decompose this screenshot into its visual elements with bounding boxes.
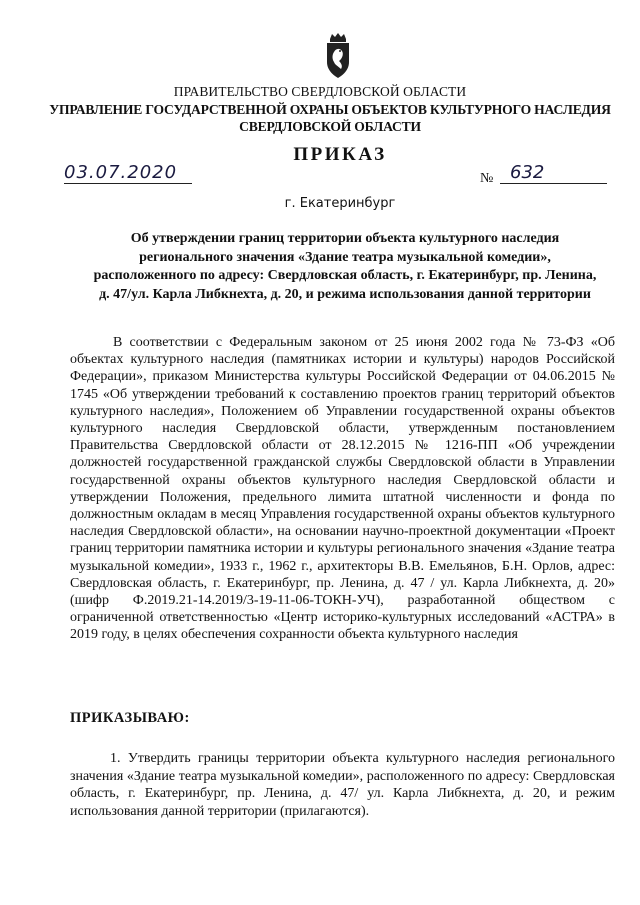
sverdlovsk-coat-of-arms-icon — [321, 32, 355, 80]
agency-name — [40, 101, 620, 135]
document-number: 632 — [500, 163, 607, 184]
city: г. Екатеринбург — [284, 196, 396, 211]
number-sign: № — [480, 171, 494, 186]
preamble-paragraph: В соответствии с Федеральным законом от 25 июня 2002 года № 73-ФЗ «Об объектах культурного наследия (памятниках истории и культуры) народов Российской Федерации», приказом Министерства культуры Российской Федерации от 04.06.2015 № 1745 «Об утверждении требований к составлению проектов границ территорий объектов культурного наследия», Положением об Управлении государственной охраны объектов культурного наследия Свердловской области, утвержденным постановлением Правительства Свердловской области от 28.12.2015 № 1216-ПП «Об учреждении должностей государственной гражданской службы Свердловской области в Управлении государственной охраны объектов культурного наследия Свердловской области и утверждении Положения, предельного лимита штатной численности и фонда по должностным окладам в месяц Управления государственной охраны объектов культурного наследия Свердловской области», на основании научно-проектной документации «Проект границ территории памятника истории и культуры регионального значения «Здание театра музыкальной комедии», 1933 г., 1962 г., архитекторы В.В. Емельянов, Б.Н. Орлов, адрес: Свердловская область, г. Екатеринбург, пр. Ленина, д. 47 / ул. Карла Либкнехта, д. 20» (шифр Ф.2019.21-14.2019/3-19-11-06-ТОКН-УЧ), разработанной обществом с ограниченной ответственностью «Центр историко-культурных исследований «АСТРА» в 2019 году, в целях обеспечения сохранности объекта культурного наследия — [70, 335, 615, 643]
order-item: 1. Утвердить границы территории объекта культурного наследия регионального значения «Здание театра музыкальной комедии», расположенного по адресу: Свердловская область, г. Екатеринбург, пр. Ленина, д. 47/ ул. Карла Либкнехта, д. 20, и режим использования данной территории (прилагаются). — [70, 751, 615, 819]
document-date: 03.07.2020 — [64, 163, 192, 184]
document-type: ПРИКАЗ — [293, 144, 387, 165]
government-name: ПРАВИТЕЛЬСТВО СВЕРДЛОВСКОЙ ОБЛАСТИ — [173, 84, 467, 99]
agency-name-line-1: УПРАВЛЕНИЕ ГОСУДАРСТВЕННОЙ ОХРАНЫ ОБЪЕКТОВ КУЛЬТУРНОГО НАСЛЕДИЯ — [49, 102, 611, 117]
agency-name-line-2: СВЕРДЛОВСКОЙ ОБЛАСТИ — [239, 119, 421, 134]
document-title: Об утверждении границ территории объекта культурного наследия регионального значения «Здание театра музыкальной комедии», расположенного по адресу: Свердловская область, г. Екатеринбург, пр. Ленина, д. 47/ул. Карла Либкнехта, д. 20, и режима использования данной территории — [93, 231, 597, 302]
order-word: ПРИКАЗЫВАЮ: — [70, 710, 190, 726]
